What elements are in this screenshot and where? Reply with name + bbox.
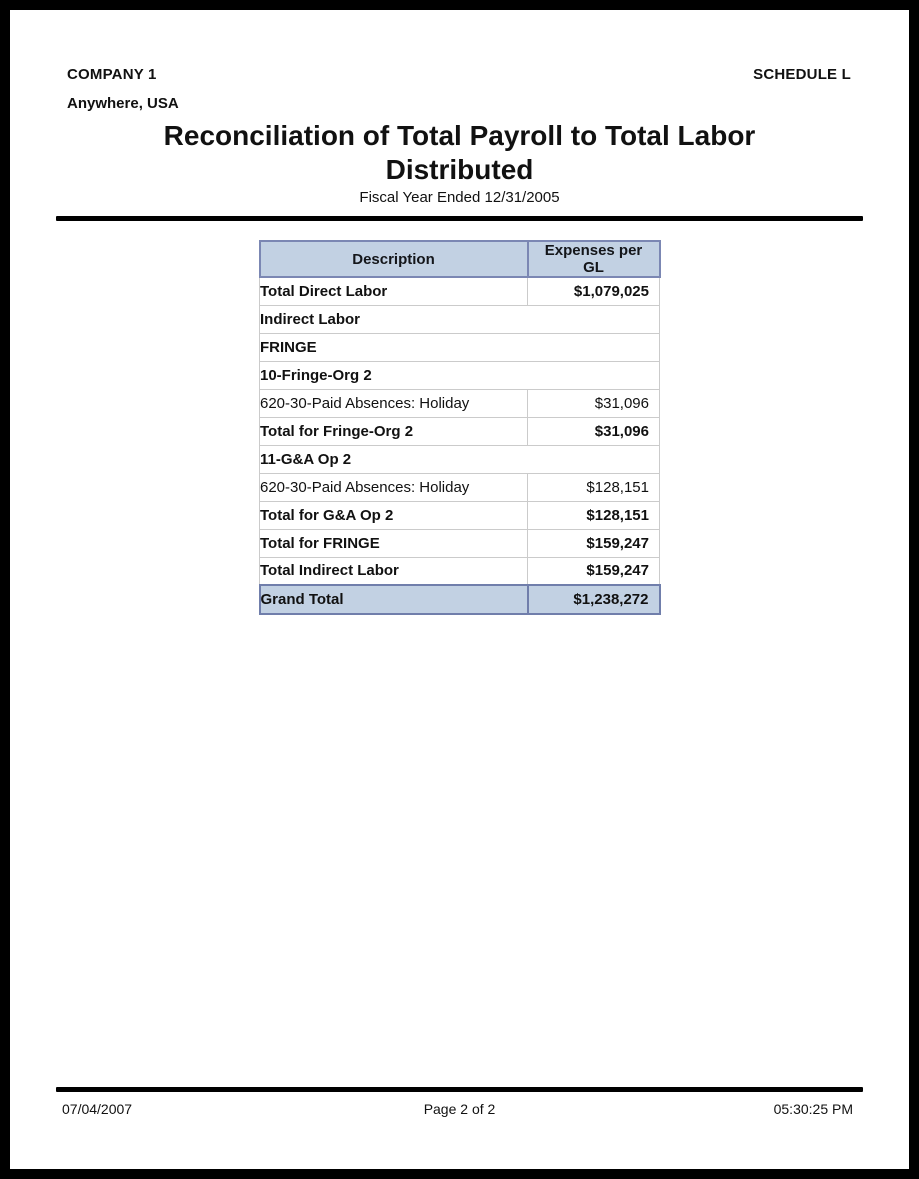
grand-total-row (260, 585, 660, 614)
company-location: Anywhere, USA (67, 95, 179, 112)
table-row (260, 305, 660, 333)
table-row (260, 501, 660, 529)
description-cell: Total Direct Labor (260, 277, 528, 305)
description-cell: FRINGE (260, 333, 660, 361)
table-row (260, 389, 660, 417)
report-header (56, 66, 863, 113)
footer-time: 05:30:25 PM (773, 1101, 853, 1117)
table-row (260, 333, 660, 361)
description-cell: Indirect Labor (260, 305, 660, 333)
table-row (260, 529, 660, 557)
header-divider-rule (56, 216, 863, 221)
value-cell: $159,247 (528, 557, 660, 585)
footer-date: 07/04/2007 (62, 1101, 133, 1117)
value-cell: $1,079,025 (528, 277, 660, 305)
value-cell: $31,096 (528, 417, 660, 445)
table-row (260, 277, 660, 305)
table-row (260, 473, 660, 501)
column-header-expenses: Expenses per GL (528, 241, 660, 277)
description-cell: Total for G&A Op 2 (260, 501, 528, 529)
value-cell: $31,096 (528, 389, 660, 417)
description-cell: 620-30-Paid Absences: Holiday (260, 473, 528, 501)
description-cell: Total Indirect Labor (260, 557, 528, 585)
value-cell: $1,238,272 (528, 585, 660, 614)
table-header-row (260, 241, 660, 277)
table-row (260, 361, 660, 389)
report-footer (56, 1087, 863, 1169)
description-cell: 620-30-Paid Absences: Holiday (260, 389, 528, 417)
column-header-description: Description (260, 241, 528, 277)
table-row (260, 417, 660, 445)
footer-page-number: Page 2 of 2 (423, 1101, 496, 1117)
payroll-reconciliation-table (259, 240, 661, 615)
value-cell: $128,151 (528, 473, 660, 501)
description-cell: Grand Total (260, 585, 528, 614)
description-cell: 10-Fringe-Org 2 (260, 361, 660, 389)
table-body (260, 277, 660, 614)
table-row (260, 557, 660, 585)
description-cell: Total for FRINGE (260, 529, 528, 557)
footer-divider-rule (56, 1087, 863, 1092)
value-cell: $128,151 (528, 501, 660, 529)
table-row (260, 445, 660, 473)
value-cell: $159,247 (528, 529, 660, 557)
table-container (56, 240, 863, 615)
description-cell: 11-G&A Op 2 (260, 445, 660, 473)
description-cell: Total for Fringe-Org 2 (260, 417, 528, 445)
company-name: COMPANY 1 (67, 66, 157, 83)
report-subtitle: Fiscal Year Ended 12/31/2005 (359, 189, 560, 206)
company-block (67, 66, 179, 113)
blank-page-area (56, 615, 863, 1087)
report-title: Reconciliation of Total Payroll to Total Labor Distributed (163, 120, 756, 185)
schedule-label: SCHEDULE L (753, 66, 851, 83)
